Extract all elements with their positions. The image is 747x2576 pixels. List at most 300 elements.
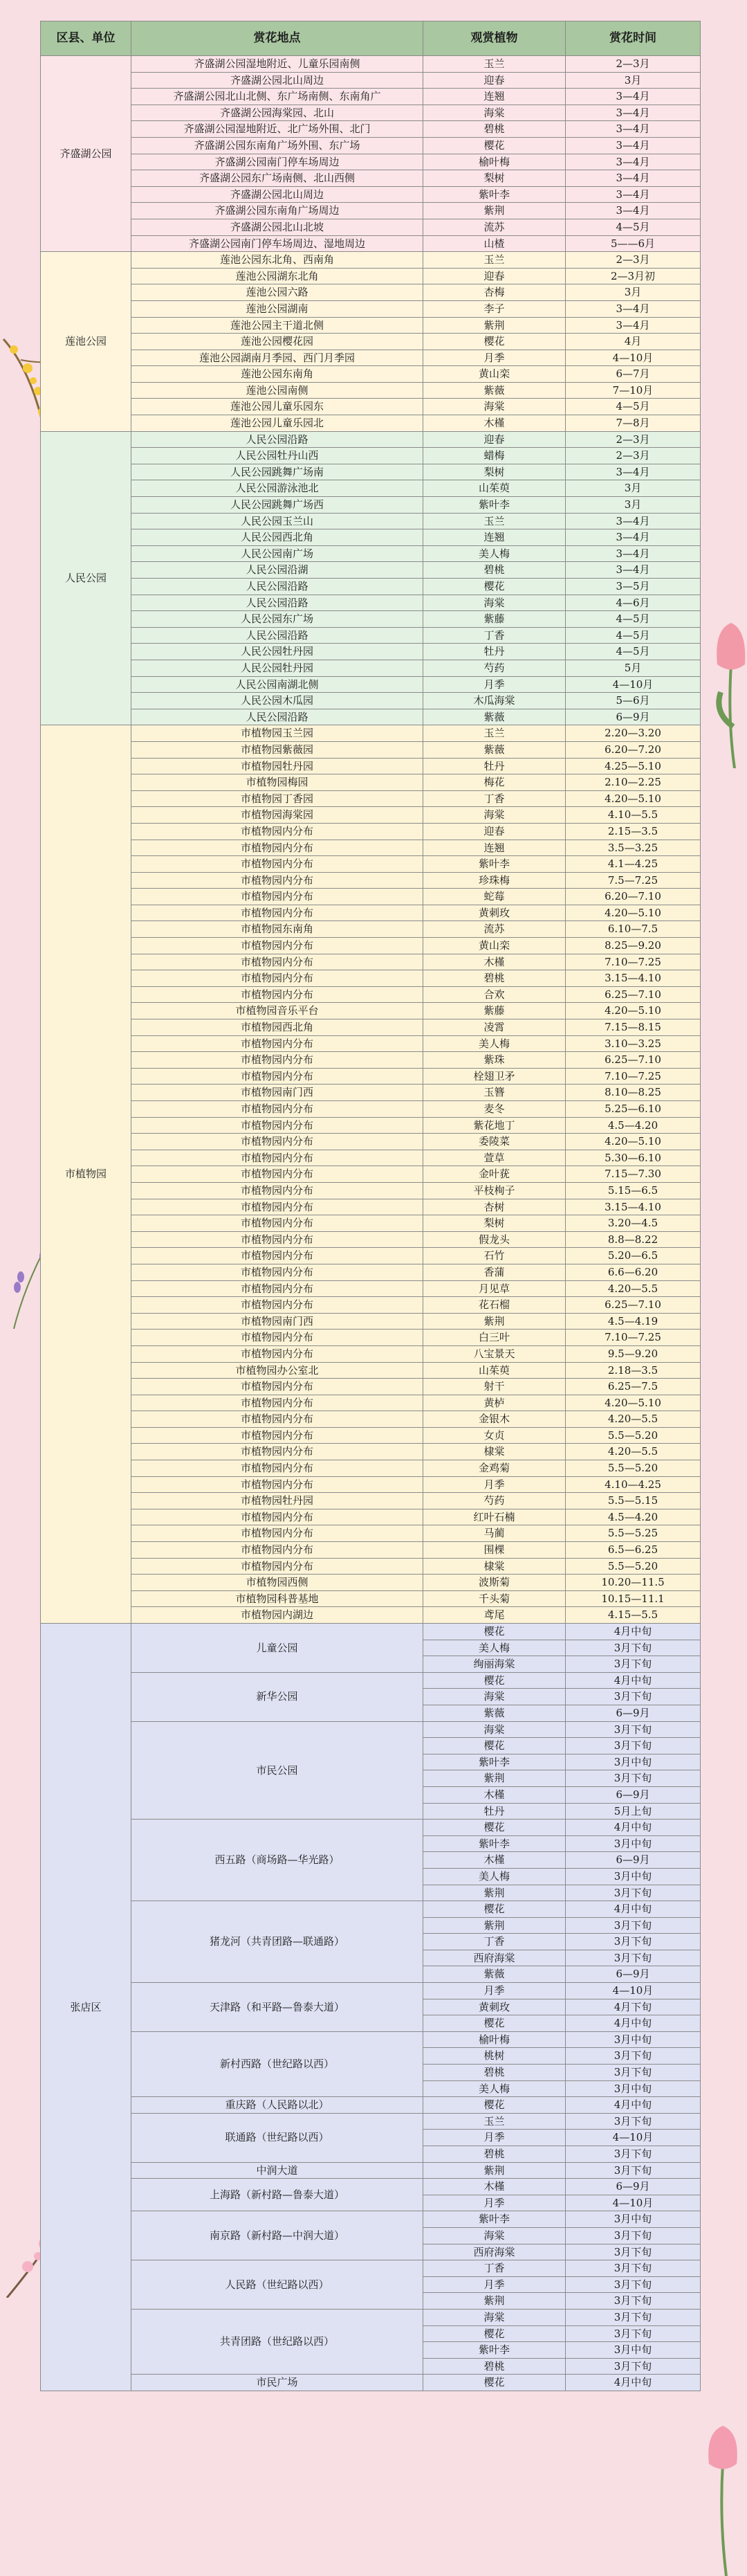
- time-cell: 10.20—11.5: [566, 1575, 701, 1591]
- table-row: [41, 480, 701, 497]
- table-row: [41, 1672, 701, 1689]
- table-row: [41, 1345, 701, 1362]
- location-cell: 市植物园梅园: [131, 774, 423, 791]
- location-cell: 市民公园: [131, 1721, 423, 1820]
- plant-cell: 木瓜海棠: [423, 693, 566, 709]
- plant-cell: 凌霄: [423, 1019, 566, 1036]
- time-cell: 5月: [566, 660, 701, 676]
- table-row: [41, 1427, 701, 1444]
- time-cell: 3月下旬: [566, 2048, 701, 2065]
- plant-cell: 樱花: [423, 1820, 566, 1836]
- location-cell: 天津路（和平路—鲁泰大道）: [131, 1983, 423, 2032]
- location-cell: 市植物园内分布: [131, 1509, 423, 1525]
- time-cell: 4.20—5.10: [566, 790, 701, 807]
- table-row: [41, 2309, 701, 2325]
- table-row: [41, 1590, 701, 1607]
- plant-cell: 合欢: [423, 986, 566, 1003]
- location-cell: 莲池公园南侧: [131, 382, 423, 399]
- plant-cell: 月见草: [423, 1280, 566, 1297]
- table-row: [41, 627, 701, 644]
- time-cell: 3—4月: [566, 203, 701, 219]
- time-cell: 7.10—7.25: [566, 954, 701, 970]
- location-cell: 市植物园内分布: [131, 1068, 423, 1085]
- location-cell: 齐盛湖公园东广场南侧、北山西侧: [131, 170, 423, 187]
- plant-cell: 紫薇: [423, 1705, 566, 1721]
- time-cell: 3月下旬: [566, 2293, 701, 2310]
- plant-cell: 山楂: [423, 235, 566, 252]
- time-cell: 2.20—3.20: [566, 725, 701, 742]
- location-cell: 市植物园内分布: [131, 1427, 423, 1444]
- table-row: [41, 154, 701, 170]
- time-cell: 4.5—4.19: [566, 1313, 701, 1330]
- plant-cell: 美人梅: [423, 1035, 566, 1052]
- table-row: [41, 823, 701, 840]
- table-row: [41, 1231, 701, 1248]
- plant-cell: 紫叶李: [423, 1835, 566, 1852]
- time-cell: 3月下旬: [566, 1721, 701, 1738]
- location-cell: 齐盛湖公园南门停车场周边: [131, 154, 423, 170]
- time-cell: 4—10月: [566, 2195, 701, 2211]
- location-cell: 齐盛湖公园北山北坡: [131, 219, 423, 235]
- time-cell: 5.5—5.25: [566, 1525, 701, 1542]
- plant-cell: 海棠: [423, 2309, 566, 2325]
- plant-cell: 月季: [423, 1983, 566, 1999]
- time-cell: 5.15—6.5: [566, 1182, 701, 1199]
- plant-cell: 木槿: [423, 1786, 566, 1803]
- plant-cell: 樱花: [423, 1901, 566, 1918]
- table-row: [41, 415, 701, 432]
- time-cell: 3—4月: [566, 121, 701, 138]
- plant-cell: 山茱萸: [423, 480, 566, 497]
- time-cell: 4月中旬: [566, 2097, 701, 2114]
- time-cell: 3—4月: [566, 529, 701, 546]
- table-row: [41, 774, 701, 791]
- location-cell: 市植物园南门西: [131, 1085, 423, 1101]
- time-cell: 3.10—3.25: [566, 1035, 701, 1052]
- time-cell: 4—6月: [566, 595, 701, 611]
- location-cell: 市植物园东南角: [131, 921, 423, 938]
- plant-cell: 马蔺: [423, 1525, 566, 1542]
- table-row: [41, 1476, 701, 1493]
- plant-cell: 月季: [423, 2130, 566, 2146]
- table-row: [41, 1215, 701, 1232]
- time-cell: 6.6—6.20: [566, 1264, 701, 1280]
- table-header-row: [41, 21, 701, 56]
- table-row: [41, 562, 701, 579]
- time-cell: 6—9月: [566, 1705, 701, 1721]
- plant-cell: 黄山栾: [423, 938, 566, 954]
- plant-cell: 连翘: [423, 89, 566, 105]
- location-cell: 市植物园牡丹园: [131, 758, 423, 774]
- time-cell: 5.5—5.20: [566, 1460, 701, 1477]
- time-cell: 4.20—5.10: [566, 1134, 701, 1150]
- district-cell: 莲池公园: [41, 252, 131, 432]
- table-row: [41, 1052, 701, 1069]
- table-row: [41, 464, 701, 480]
- location-cell: 人民公园牡丹园: [131, 644, 423, 660]
- time-cell: 5.5—5.20: [566, 1427, 701, 1444]
- plant-cell: 丁香: [423, 1934, 566, 1950]
- time-cell: 10.15—11.1: [566, 1590, 701, 1607]
- plant-cell: 樱花: [423, 1672, 566, 1689]
- table-row: [41, 1134, 701, 1150]
- plant-cell: 紫叶李: [423, 856, 566, 873]
- time-cell: 8.8—8.22: [566, 1231, 701, 1248]
- plant-cell: 樱花: [423, 137, 566, 154]
- time-cell: 3.20—4.5: [566, 1215, 701, 1232]
- plant-cell: 牡丹: [423, 1803, 566, 1820]
- plant-cell: 樱花: [423, 1738, 566, 1754]
- time-cell: 6—7月: [566, 366, 701, 383]
- plant-cell: 棣棠: [423, 1558, 566, 1575]
- table-row: [41, 1983, 701, 1999]
- time-cell: 3月中旬: [566, 2211, 701, 2228]
- plant-cell: 黄刺玫: [423, 905, 566, 921]
- time-cell: 6.20—7.20: [566, 741, 701, 758]
- time-cell: 8.10—8.25: [566, 1085, 701, 1101]
- time-cell: 4.10—5.5: [566, 807, 701, 824]
- time-cell: 3月下旬: [566, 1934, 701, 1950]
- location-cell: 市植物园内分布: [131, 1395, 423, 1411]
- plant-cell: 白三叶: [423, 1330, 566, 1346]
- plant-cell: 月季: [423, 2276, 566, 2293]
- time-cell: 3月下旬: [566, 2325, 701, 2342]
- time-cell: 3月中旬: [566, 1868, 701, 1885]
- time-cell: 4—10月: [566, 350, 701, 366]
- table-row: [41, 1297, 701, 1314]
- location-cell: 齐盛湖公园东南角广场外围、东广场: [131, 137, 423, 154]
- time-cell: 6.25—7.10: [566, 1297, 701, 1314]
- time-cell: 4.5—4.20: [566, 1117, 701, 1134]
- plant-cell: 黄山栾: [423, 366, 566, 383]
- table-row: [41, 970, 701, 987]
- plant-cell: 碧桃: [423, 2065, 566, 2081]
- time-cell: 3月下旬: [566, 2227, 701, 2244]
- table-row: [41, 1542, 701, 1559]
- time-cell: 3—4月: [566, 300, 701, 317]
- time-cell: 6.5—6.25: [566, 1542, 701, 1559]
- location-cell: 齐盛湖公园北山周边: [131, 186, 423, 203]
- table-row: [41, 56, 701, 73]
- location-cell: 市植物园内分布: [131, 1542, 423, 1559]
- table-row: [41, 529, 701, 546]
- location-cell: 市植物园玉兰园: [131, 725, 423, 742]
- plant-cell: 绚丽海棠: [423, 1656, 566, 1673]
- plant-cell: 碧桃: [423, 970, 566, 987]
- plant-cell: 梨树: [423, 1215, 566, 1232]
- location-cell: 齐盛湖公园湿地附近、儿童乐园南侧: [131, 56, 423, 73]
- plant-cell: 芍药: [423, 1493, 566, 1509]
- plant-cell: 紫薇: [423, 382, 566, 399]
- time-cell: 3月下旬: [566, 1770, 701, 1787]
- plant-cell: 紫荆: [423, 2293, 566, 2310]
- time-cell: 4月中旬: [566, 1624, 701, 1640]
- location-cell: 人民公园沿路: [131, 627, 423, 644]
- table-row: [41, 579, 701, 595]
- plant-cell: 樱花: [423, 2325, 566, 2342]
- location-cell: 莲池公园主干道北侧: [131, 317, 423, 334]
- location-cell: 市植物园内分布: [131, 1280, 423, 1297]
- location-cell: 市植物园内分布: [131, 1166, 423, 1183]
- location-cell: 人民公园木瓜园: [131, 693, 423, 709]
- table-row: [41, 1330, 701, 1346]
- table-row: [41, 2179, 701, 2195]
- time-cell: 3—4月: [566, 562, 701, 579]
- table-row: [41, 382, 701, 399]
- time-cell: 5——6月: [566, 235, 701, 252]
- header-plant: 观赏植物: [423, 21, 566, 56]
- plant-cell: 海棠: [423, 595, 566, 611]
- location-cell: 市植物园内分布: [131, 986, 423, 1003]
- plant-cell: 平枝栒子: [423, 1182, 566, 1199]
- table-row: [41, 1182, 701, 1199]
- plant-cell: 金鸡菊: [423, 1460, 566, 1477]
- location-cell: 市植物园丁香园: [131, 790, 423, 807]
- plant-cell: 紫藤: [423, 1003, 566, 1019]
- time-cell: 3月下旬: [566, 1689, 701, 1705]
- location-cell: 齐盛湖公园北山北侧、东广场南侧、东南角广: [131, 89, 423, 105]
- plant-cell: 海棠: [423, 399, 566, 415]
- time-cell: 4.25—5.10: [566, 758, 701, 774]
- time-cell: 3—4月: [566, 137, 701, 154]
- plant-cell: 丁香: [423, 2260, 566, 2277]
- plant-cell: 樱花: [423, 2015, 566, 2032]
- plant-cell: 棣棠: [423, 1444, 566, 1460]
- time-cell: 5.20—6.5: [566, 1248, 701, 1264]
- district-cell: 人民公园: [41, 431, 131, 725]
- table-row: [41, 1101, 701, 1118]
- time-cell: 3月下旬: [566, 2244, 701, 2260]
- time-cell: 7.10—7.25: [566, 1068, 701, 1085]
- table-row: [41, 1493, 701, 1509]
- plant-cell: 榆叶梅: [423, 2031, 566, 2048]
- time-cell: 6.25—7.5: [566, 1379, 701, 1395]
- plant-cell: 蜡梅: [423, 448, 566, 464]
- location-cell: 市植物园内分布: [131, 954, 423, 970]
- table-row: [41, 252, 701, 269]
- location-cell: 市植物园科普基地: [131, 1590, 423, 1607]
- time-cell: 6—9月: [566, 709, 701, 725]
- table-row: [41, 2260, 701, 2277]
- time-cell: 3月下旬: [566, 2113, 701, 2130]
- table-row: [41, 1395, 701, 1411]
- location-cell: 人民公园沿路: [131, 431, 423, 448]
- plant-cell: 石竹: [423, 1248, 566, 1264]
- location-cell: 人民公园沿路: [131, 709, 423, 725]
- plant-cell: 紫荆: [423, 317, 566, 334]
- location-cell: 莲池公园湖东北角: [131, 268, 423, 284]
- location-cell: 西五路（商场路—华光路）: [131, 1820, 423, 1901]
- table-row: [41, 1820, 701, 1836]
- location-cell: 市植物园内分布: [131, 840, 423, 856]
- plant-cell: 海棠: [423, 1689, 566, 1705]
- tulip-icon: [707, 609, 747, 768]
- time-cell: 3.5—3.25: [566, 840, 701, 856]
- plant-cell: 木槿: [423, 415, 566, 432]
- table-row: [41, 856, 701, 873]
- time-cell: 3月下旬: [566, 1738, 701, 1754]
- time-cell: 6.10—7.5: [566, 921, 701, 938]
- table-row: [41, 448, 701, 464]
- location-cell: 中润大道: [131, 2162, 423, 2179]
- time-cell: 4—10月: [566, 1983, 701, 1999]
- location-cell: 市植物园内湖边: [131, 1607, 423, 1624]
- plant-cell: 紫叶李: [423, 1754, 566, 1770]
- location-cell: 联通路（世纪路以西）: [131, 2113, 423, 2162]
- location-cell: 人民公园玉兰山: [131, 513, 423, 529]
- location-cell: 儿童公园: [131, 1624, 423, 1673]
- plant-cell: 碧桃: [423, 121, 566, 138]
- time-cell: 6—9月: [566, 1852, 701, 1869]
- location-cell: 齐盛湖公园北山周边: [131, 72, 423, 89]
- location-cell: 市植物园内分布: [131, 1297, 423, 1314]
- plant-cell: 围棵: [423, 1542, 566, 1559]
- plant-cell: 假龙头: [423, 1231, 566, 1248]
- location-cell: 市植物园西侧: [131, 1575, 423, 1591]
- time-cell: 4—5月: [566, 627, 701, 644]
- time-cell: 5.5—5.15: [566, 1493, 701, 1509]
- time-cell: 5—6月: [566, 693, 701, 709]
- table-row: [41, 1362, 701, 1379]
- table-row: [41, 1721, 701, 1738]
- time-cell: 3月下旬: [566, 2162, 701, 2179]
- plant-cell: 碧桃: [423, 2146, 566, 2163]
- time-cell: 3月下旬: [566, 2260, 701, 2277]
- location-cell: 齐盛湖公园东南角广场周边: [131, 203, 423, 219]
- table-row: [41, 203, 701, 219]
- district-cell: 张店区: [41, 1624, 131, 2391]
- district-cell: 齐盛湖公园: [41, 56, 131, 252]
- time-cell: 2—3月: [566, 252, 701, 269]
- location-cell: 市植物园内分布: [131, 1150, 423, 1166]
- time-cell: 4月: [566, 334, 701, 350]
- plant-cell: 射干: [423, 1379, 566, 1395]
- table-row: [41, 1901, 701, 1918]
- plant-cell: 海棠: [423, 807, 566, 824]
- plant-cell: 八宝景天: [423, 1345, 566, 1362]
- table-row: [41, 1444, 701, 1460]
- location-cell: 市植物园内分布: [131, 970, 423, 987]
- plant-cell: 玉兰: [423, 725, 566, 742]
- plant-cell: 紫薇: [423, 709, 566, 725]
- table-row: [41, 905, 701, 921]
- table-row: [41, 350, 701, 366]
- time-cell: 7.5—7.25: [566, 872, 701, 889]
- location-cell: 市植物园音乐平台: [131, 1003, 423, 1019]
- location-cell: 人民公园跳舞广场南: [131, 464, 423, 480]
- plant-cell: 女贞: [423, 1427, 566, 1444]
- table-row: [41, 1313, 701, 1330]
- table-row: [41, 725, 701, 742]
- location-cell: 市民广场: [131, 2375, 423, 2391]
- location-cell: 齐盛湖公园海棠园、北山: [131, 105, 423, 121]
- table-row: [41, 1264, 701, 1280]
- table-row: [41, 1248, 701, 1264]
- location-cell: 市植物园内分布: [131, 1035, 423, 1052]
- plant-cell: 金叶莸: [423, 1166, 566, 1183]
- plant-cell: 珍珠梅: [423, 872, 566, 889]
- table-row: [41, 2211, 701, 2228]
- time-cell: 4月中旬: [566, 1820, 701, 1836]
- plant-cell: 梨树: [423, 170, 566, 187]
- time-cell: 3月下旬: [566, 2065, 701, 2081]
- time-cell: 4—5月: [566, 219, 701, 235]
- time-cell: 3月: [566, 480, 701, 497]
- table-row: [41, 137, 701, 154]
- table-row: [41, 497, 701, 514]
- table-row: [41, 2113, 701, 2130]
- plant-cell: 玉兰: [423, 252, 566, 269]
- plant-cell: 海棠: [423, 2227, 566, 2244]
- time-cell: 2.15—3.5: [566, 823, 701, 840]
- location-cell: 市植物园内分布: [131, 1199, 423, 1215]
- time-cell: 2—3月: [566, 448, 701, 464]
- location-cell: 市植物园内分布: [131, 1248, 423, 1264]
- plant-cell: 紫叶李: [423, 2211, 566, 2228]
- time-cell: 3月中旬: [566, 1754, 701, 1770]
- time-cell: 4.5—4.20: [566, 1509, 701, 1525]
- time-cell: 6—9月: [566, 1786, 701, 1803]
- table-row: [41, 921, 701, 938]
- time-cell: 4月下旬: [566, 1999, 701, 2015]
- header-location: 赏花地点: [131, 21, 423, 56]
- time-cell: 4—5月: [566, 399, 701, 415]
- time-cell: 4月中旬: [566, 2375, 701, 2391]
- time-cell: 7—10月: [566, 382, 701, 399]
- time-cell: 5月上旬: [566, 1803, 701, 1820]
- plant-cell: 美人梅: [423, 1640, 566, 1656]
- time-cell: 8.25—9.20: [566, 938, 701, 954]
- location-cell: 莲池公园六路: [131, 284, 423, 301]
- location-cell: 人民公园跳舞广场西: [131, 497, 423, 514]
- location-cell: 市植物园内分布: [131, 938, 423, 954]
- location-cell: 市植物园内分布: [131, 1460, 423, 1477]
- time-cell: 2—3月: [566, 431, 701, 448]
- time-cell: 4.20—5.5: [566, 1444, 701, 1460]
- plant-cell: 紫叶李: [423, 2342, 566, 2359]
- time-cell: 4月中旬: [566, 1901, 701, 1918]
- location-cell: 莲池公园东南角: [131, 366, 423, 383]
- location-cell: 人民公园沿路: [131, 595, 423, 611]
- plant-cell: 榆叶梅: [423, 154, 566, 170]
- table-row: [41, 938, 701, 954]
- table-row: [41, 741, 701, 758]
- location-cell: 市植物园内分布: [131, 1476, 423, 1493]
- location-cell: 市植物园内分布: [131, 1182, 423, 1199]
- plant-cell: 连翘: [423, 529, 566, 546]
- location-cell: 市植物园内分布: [131, 1525, 423, 1542]
- time-cell: 3—4月: [566, 105, 701, 121]
- table-row: [41, 986, 701, 1003]
- time-cell: 3—4月: [566, 170, 701, 187]
- location-cell: 市植物园内分布: [131, 823, 423, 840]
- plant-cell: 樱花: [423, 2097, 566, 2114]
- location-cell: 莲池公园樱花园: [131, 334, 423, 350]
- plant-cell: 玉兰: [423, 2113, 566, 2130]
- table-row: [41, 807, 701, 824]
- district-cell: 市植物园: [41, 725, 131, 1624]
- table-row: [41, 709, 701, 725]
- plant-cell: 山茱萸: [423, 1362, 566, 1379]
- table-row: [41, 2031, 701, 2048]
- time-cell: 3月下旬: [566, 2276, 701, 2293]
- location-cell: 市植物园内分布: [131, 1330, 423, 1346]
- time-cell: 2—3月初: [566, 268, 701, 284]
- table-row: [41, 1166, 701, 1183]
- table-row: [41, 1150, 701, 1166]
- time-cell: 6.20—7.10: [566, 889, 701, 905]
- table-body: [41, 56, 701, 2391]
